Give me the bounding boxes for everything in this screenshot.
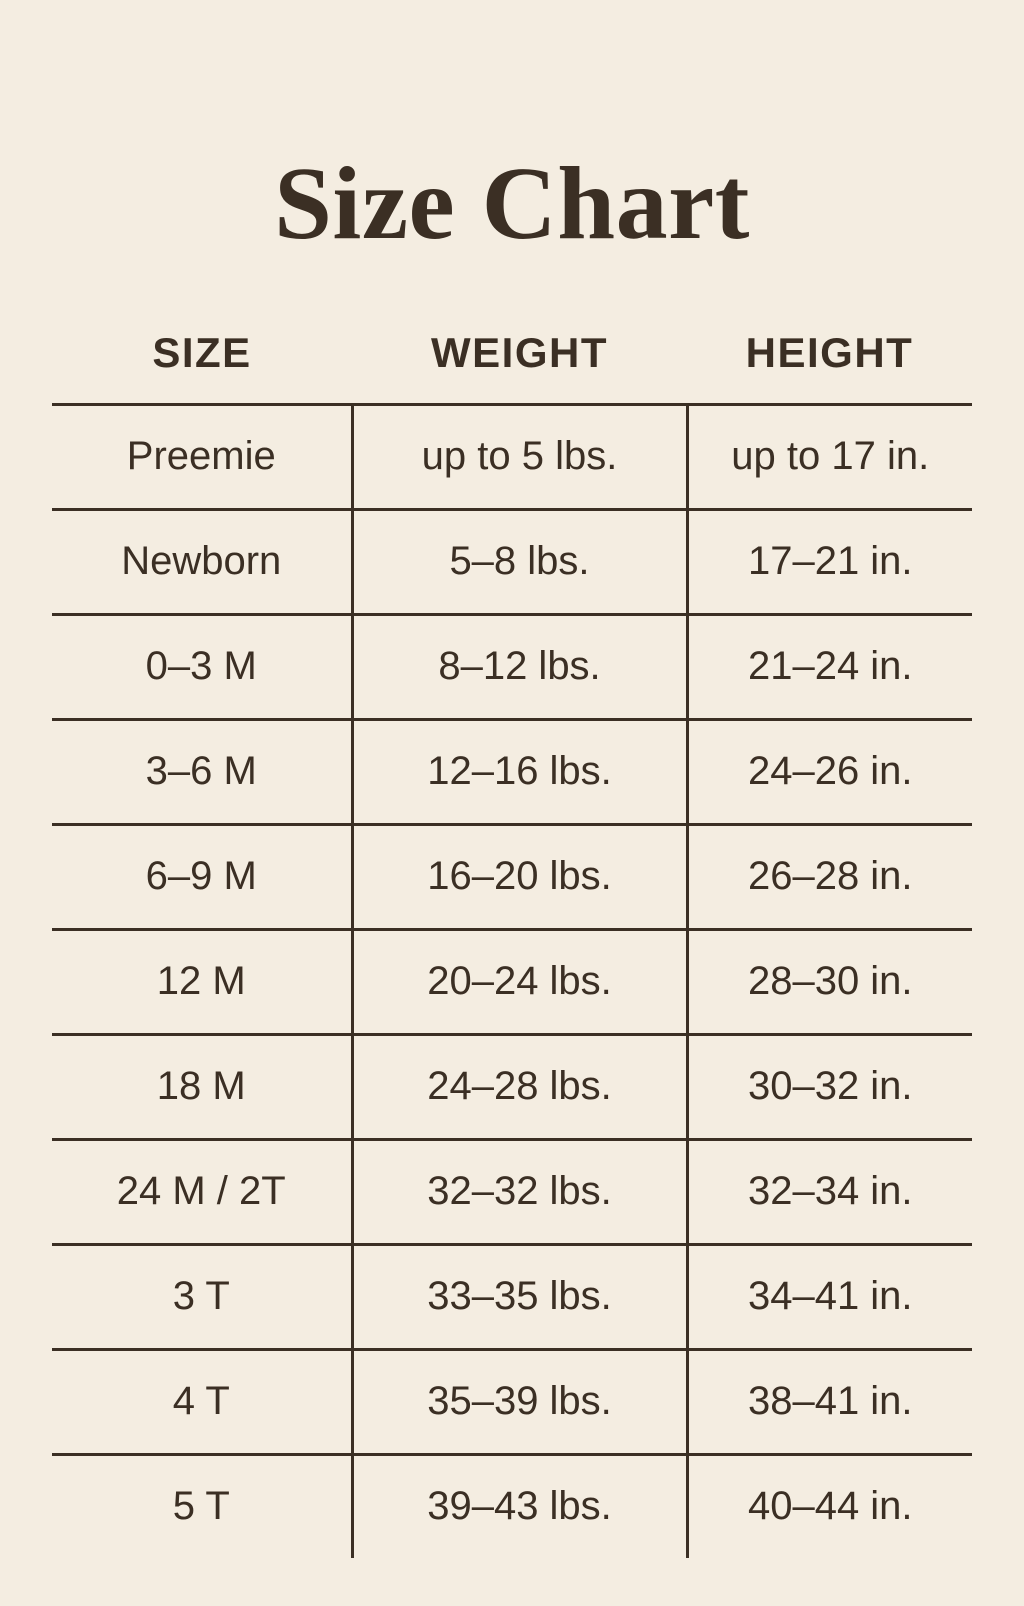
cell-weight: 8–12 lbs.	[352, 614, 687, 719]
cell-size: 5 T	[52, 1454, 352, 1558]
size-chart-page	[0, 70, 1024, 1606]
cell-size: 3–6 M	[52, 719, 352, 824]
cell-height: 21–24 in.	[687, 614, 972, 719]
column-header-weight: WEIGHT	[352, 328, 687, 405]
cell-height: 26–28 in.	[687, 824, 972, 929]
cell-weight: 16–20 lbs.	[352, 824, 687, 929]
table-row	[52, 929, 972, 1034]
cell-height: 34–41 in.	[687, 1244, 972, 1349]
table-row	[52, 1034, 972, 1139]
table-header-row	[52, 328, 972, 405]
cell-weight: 24–28 lbs.	[352, 1034, 687, 1139]
size-chart-table	[52, 328, 972, 1558]
table-row	[52, 1244, 972, 1349]
column-header-size: SIZE	[52, 328, 352, 405]
cell-height: 40–44 in.	[747, 1484, 913, 1529]
table-row	[52, 1349, 972, 1454]
table-row	[52, 614, 972, 719]
cell-weight: 39–43 lbs.	[352, 1454, 687, 1558]
cell-height: 38–41 in.	[687, 1349, 972, 1454]
cell-height: 17–21 in.	[687, 509, 972, 614]
cell-weight: 33–35 lbs.	[352, 1244, 687, 1349]
cell-size: 3 T	[52, 1244, 352, 1349]
cell-weight: 35–39 lbs.	[352, 1349, 687, 1454]
cell-height: 32–34 in.	[687, 1139, 972, 1244]
cell-size: 24 M / 2T	[52, 1139, 352, 1244]
table-row	[52, 1454, 972, 1558]
cell-size: 4 T	[52, 1349, 352, 1454]
table-row	[52, 719, 972, 824]
cell-height: 24–26 in.	[687, 719, 972, 824]
cell-weight: 20–24 lbs.	[352, 929, 687, 1034]
cell-height: 30–32 in.	[687, 1034, 972, 1139]
cell-size: Preemie	[52, 404, 352, 509]
cell-size: 12 M	[52, 929, 352, 1034]
table-body	[52, 404, 972, 1558]
page-title: Size Chart	[274, 145, 750, 261]
table-row	[52, 1139, 972, 1244]
cell-height: 28–30 in.	[687, 929, 972, 1034]
cell-weight: 32–32 lbs.	[352, 1139, 687, 1244]
cell-weight: 5–8 lbs.	[352, 509, 687, 614]
table-row	[52, 824, 972, 929]
cell-weight: up to 5 lbs.	[352, 404, 687, 509]
cell-size: Newborn	[52, 509, 352, 614]
cell-height: up to 17 in.	[687, 404, 972, 509]
cell-size: 0–3 M	[52, 614, 352, 719]
cell-size: 6–9 M	[52, 824, 352, 929]
table-row	[52, 404, 972, 509]
table-header	[52, 328, 972, 405]
column-header-height: HEIGHT	[687, 328, 972, 405]
cell-weight: 12–16 lbs.	[352, 719, 687, 824]
cell-size: 18 M	[52, 1034, 352, 1139]
table-row	[52, 509, 972, 614]
